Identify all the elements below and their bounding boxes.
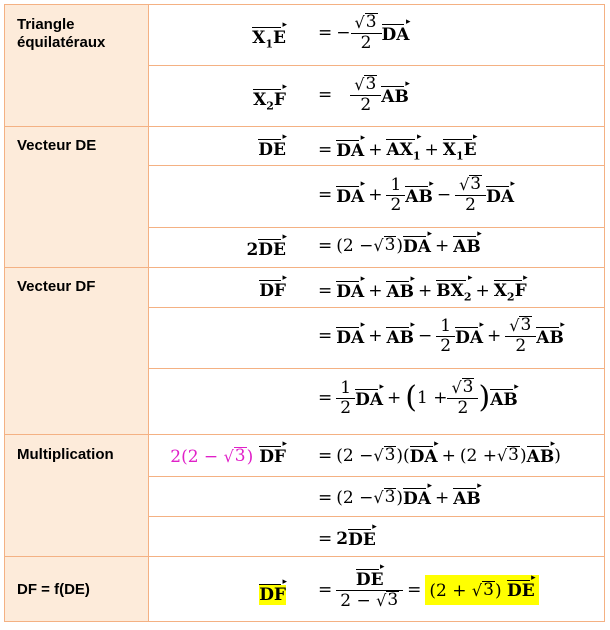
rhs-mult-3: = 2 DE ▸ [318, 528, 376, 549]
rhs-df-1: = DA ▸ + AB ▸ + $BX_2$ ▸ + $X_2F$ ▸ [318, 279, 527, 302]
row-divider [149, 368, 604, 369]
section-divider [5, 126, 604, 127]
column-divider [148, 5, 149, 621]
section-title-vecteur-de: Vecteur DE [17, 137, 97, 154]
rhs-de-1: = DA ▸ + $AX_1$ ▸ + $X_1E$ ▸ [318, 138, 477, 161]
row-divider [149, 227, 604, 228]
lhs-2de: 2DE ▸ [246, 238, 286, 260]
rhs-x1e: = − √ 3 2 DA ▸ [318, 13, 409, 53]
lhs-mult: 2(2 − √ 3 ) DF ▸ [170, 445, 286, 467]
section-title-df-de: DF = f(DE) [17, 581, 90, 598]
lhs-de: DE ▸ [258, 138, 286, 160]
rhs-df-2: = DA ▸ + AB ▸ − $\frac{1}{2}$ DA ▸ + √ 3 2 AB ▸ [318, 316, 564, 356]
final-result-highlight: (2 + √ 3 ) DE ▸ [425, 575, 538, 605]
lhs-x2f: $X_2F$ ▸ [253, 88, 286, 111]
section-divider [5, 434, 604, 435]
rhs-mult-2: = (2 − √ 3 ) DA ▸ + AB ▸ [318, 487, 481, 508]
label-column [5, 5, 148, 621]
lhs-final: DF ▸ [259, 583, 286, 605]
row-divider [149, 165, 604, 166]
lhs-x1e: $X_1E$ ▸ [252, 26, 286, 49]
row-divider [149, 307, 604, 308]
rhs-2de: = (2 − √ 3 ) DA ▸ + AB ▸ [318, 235, 481, 256]
lhs-df: DF ▸ [259, 279, 286, 301]
section-title-triangle: Triangle équilatéraux [17, 16, 106, 51]
section-title-vecteur-df: Vecteur DF [17, 278, 96, 295]
rhs-final: = DE ▸ 2 − √ 3 = (2 + √ 3 ) DE ▸ [318, 568, 539, 611]
row-divider [149, 65, 604, 66]
rhs-mult-1: = (2 − √ 3 )( DA ▸ + (2 + √ 3 ) AB ▸ ) [318, 445, 561, 466]
section-divider [5, 556, 604, 557]
row-divider [149, 476, 604, 477]
rhs-df-3: = $\frac{1}{2}$ DA ▸ + ( 1 + √ 3 2 ) AB ▸ [318, 378, 518, 418]
math-table [4, 4, 605, 622]
rhs-x2f: = √ 3 2 AB ▸ [318, 75, 409, 115]
section-divider [5, 267, 604, 268]
section-title-multiplication: Multiplication [17, 446, 114, 463]
rhs-de-2: = DA ▸ + $\frac{1}{2}$ AB ▸ − √ 3 2 DA ▸ [318, 175, 514, 215]
row-divider [149, 516, 604, 517]
